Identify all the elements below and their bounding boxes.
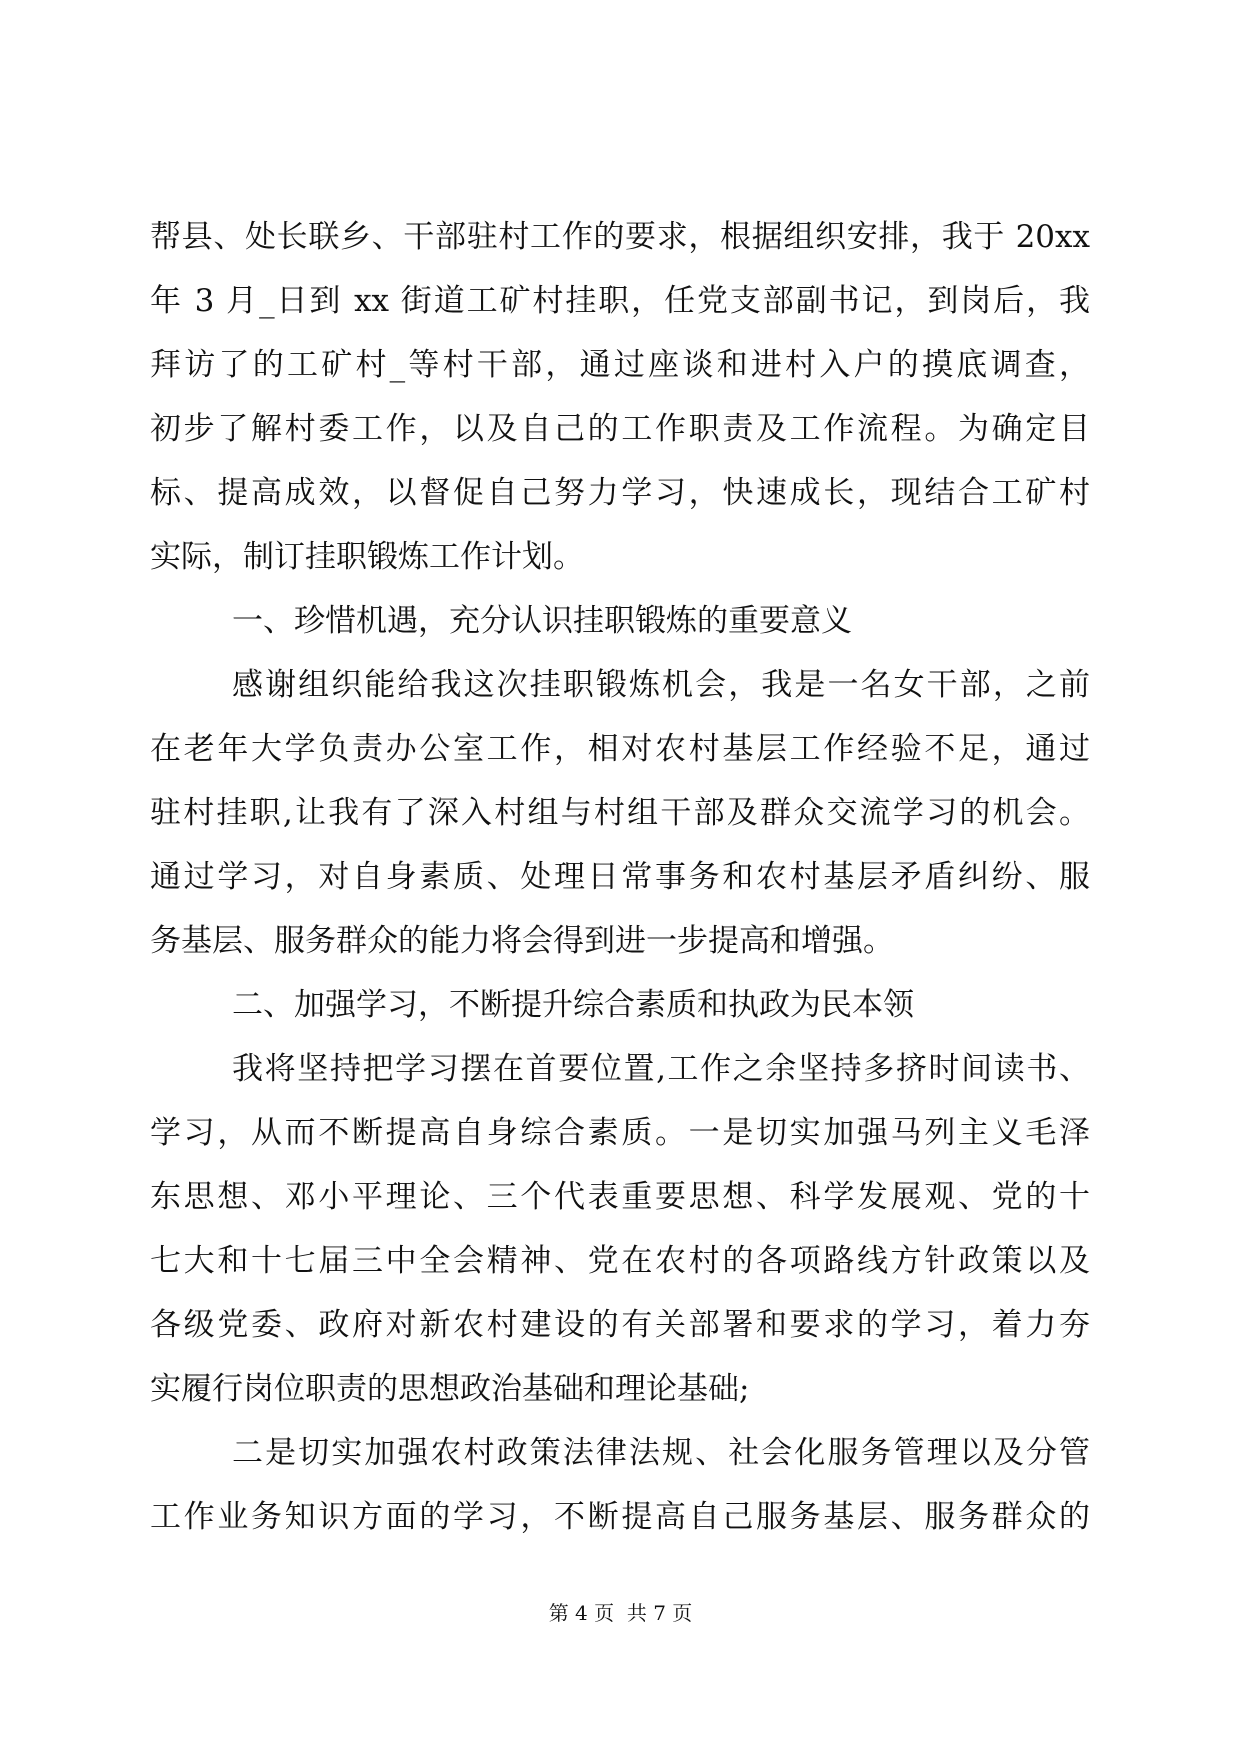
text-line: 各级党委、政府对新农村建设的有关部署和要求的学习，着力夯: [150, 1307, 1090, 1343]
text-line: 东思想、邓小平理论、三个代表重要思想、科学发展观、党的十: [150, 1179, 1090, 1215]
text-line: 实际，制订挂职锻炼工作计划。: [150, 539, 584, 575]
text-line: 我将坚持把学习摆在首要位置,工作之余坚持多挤时间读书、: [232, 1051, 1090, 1087]
text-line: 帮县、处长联乡、干部驻村工作的要求，根据组织安排，我于 20xx: [150, 219, 1090, 255]
text-line: 年 3 月_日到 xx 街道工矿村挂职，任党支部副书记，到岗后，我: [150, 283, 1090, 319]
text-line: 初步了解村委工作，以及自己的工作职责及工作流程。为确定目: [150, 411, 1090, 447]
text-line: 驻村挂职,让我有了深入村组与村组干部及群众交流学习的机会。: [150, 795, 1090, 831]
text-line: 实履行岗位职责的思想政治基础和理论基础;: [150, 1371, 750, 1407]
text-line: 在老年大学负责办公室工作，相对农村基层工作经验不足，通过: [150, 731, 1090, 767]
text-line: 感谢组织能给我这次挂职锻炼机会，我是一名女干部，之前: [232, 667, 1090, 703]
text-line: 通过学习，对自身素质、处理日常事务和农村基层矛盾纠纷、服: [150, 859, 1090, 895]
text-line: 务基层、服务群众的能力将会得到进一步提高和增强。: [150, 923, 894, 959]
text-line: 拜访了的工矿村_等村干部，通过座谈和进村入户的摸底调查，: [150, 347, 1090, 383]
text-line: 工作业务知识方面的学习，不断提高自己服务基层、服务群众的: [150, 1499, 1090, 1535]
text-line: 二、加强学习，不断提升综合素质和执政为民本领: [232, 987, 914, 1023]
text-line: 学习，从而不断提高自身综合素质。一是切实加强马列主义毛泽: [150, 1115, 1090, 1151]
text-line: 二是切实加强农村政策法律法规、社会化服务管理以及分管: [232, 1435, 1090, 1471]
text-line: 标、提高成效，以督促自己努力学习，快速成长，现结合工矿村: [150, 475, 1090, 511]
text-line: 七大和十七届三中全会精神、党在农村的各项路线方针政策以及: [150, 1243, 1090, 1279]
page-number-footer: 第 4 页 共 7 页: [548, 1601, 693, 1625]
text-line: 一、珍惜机遇，充分认识挂职锻炼的重要意义: [232, 603, 852, 639]
